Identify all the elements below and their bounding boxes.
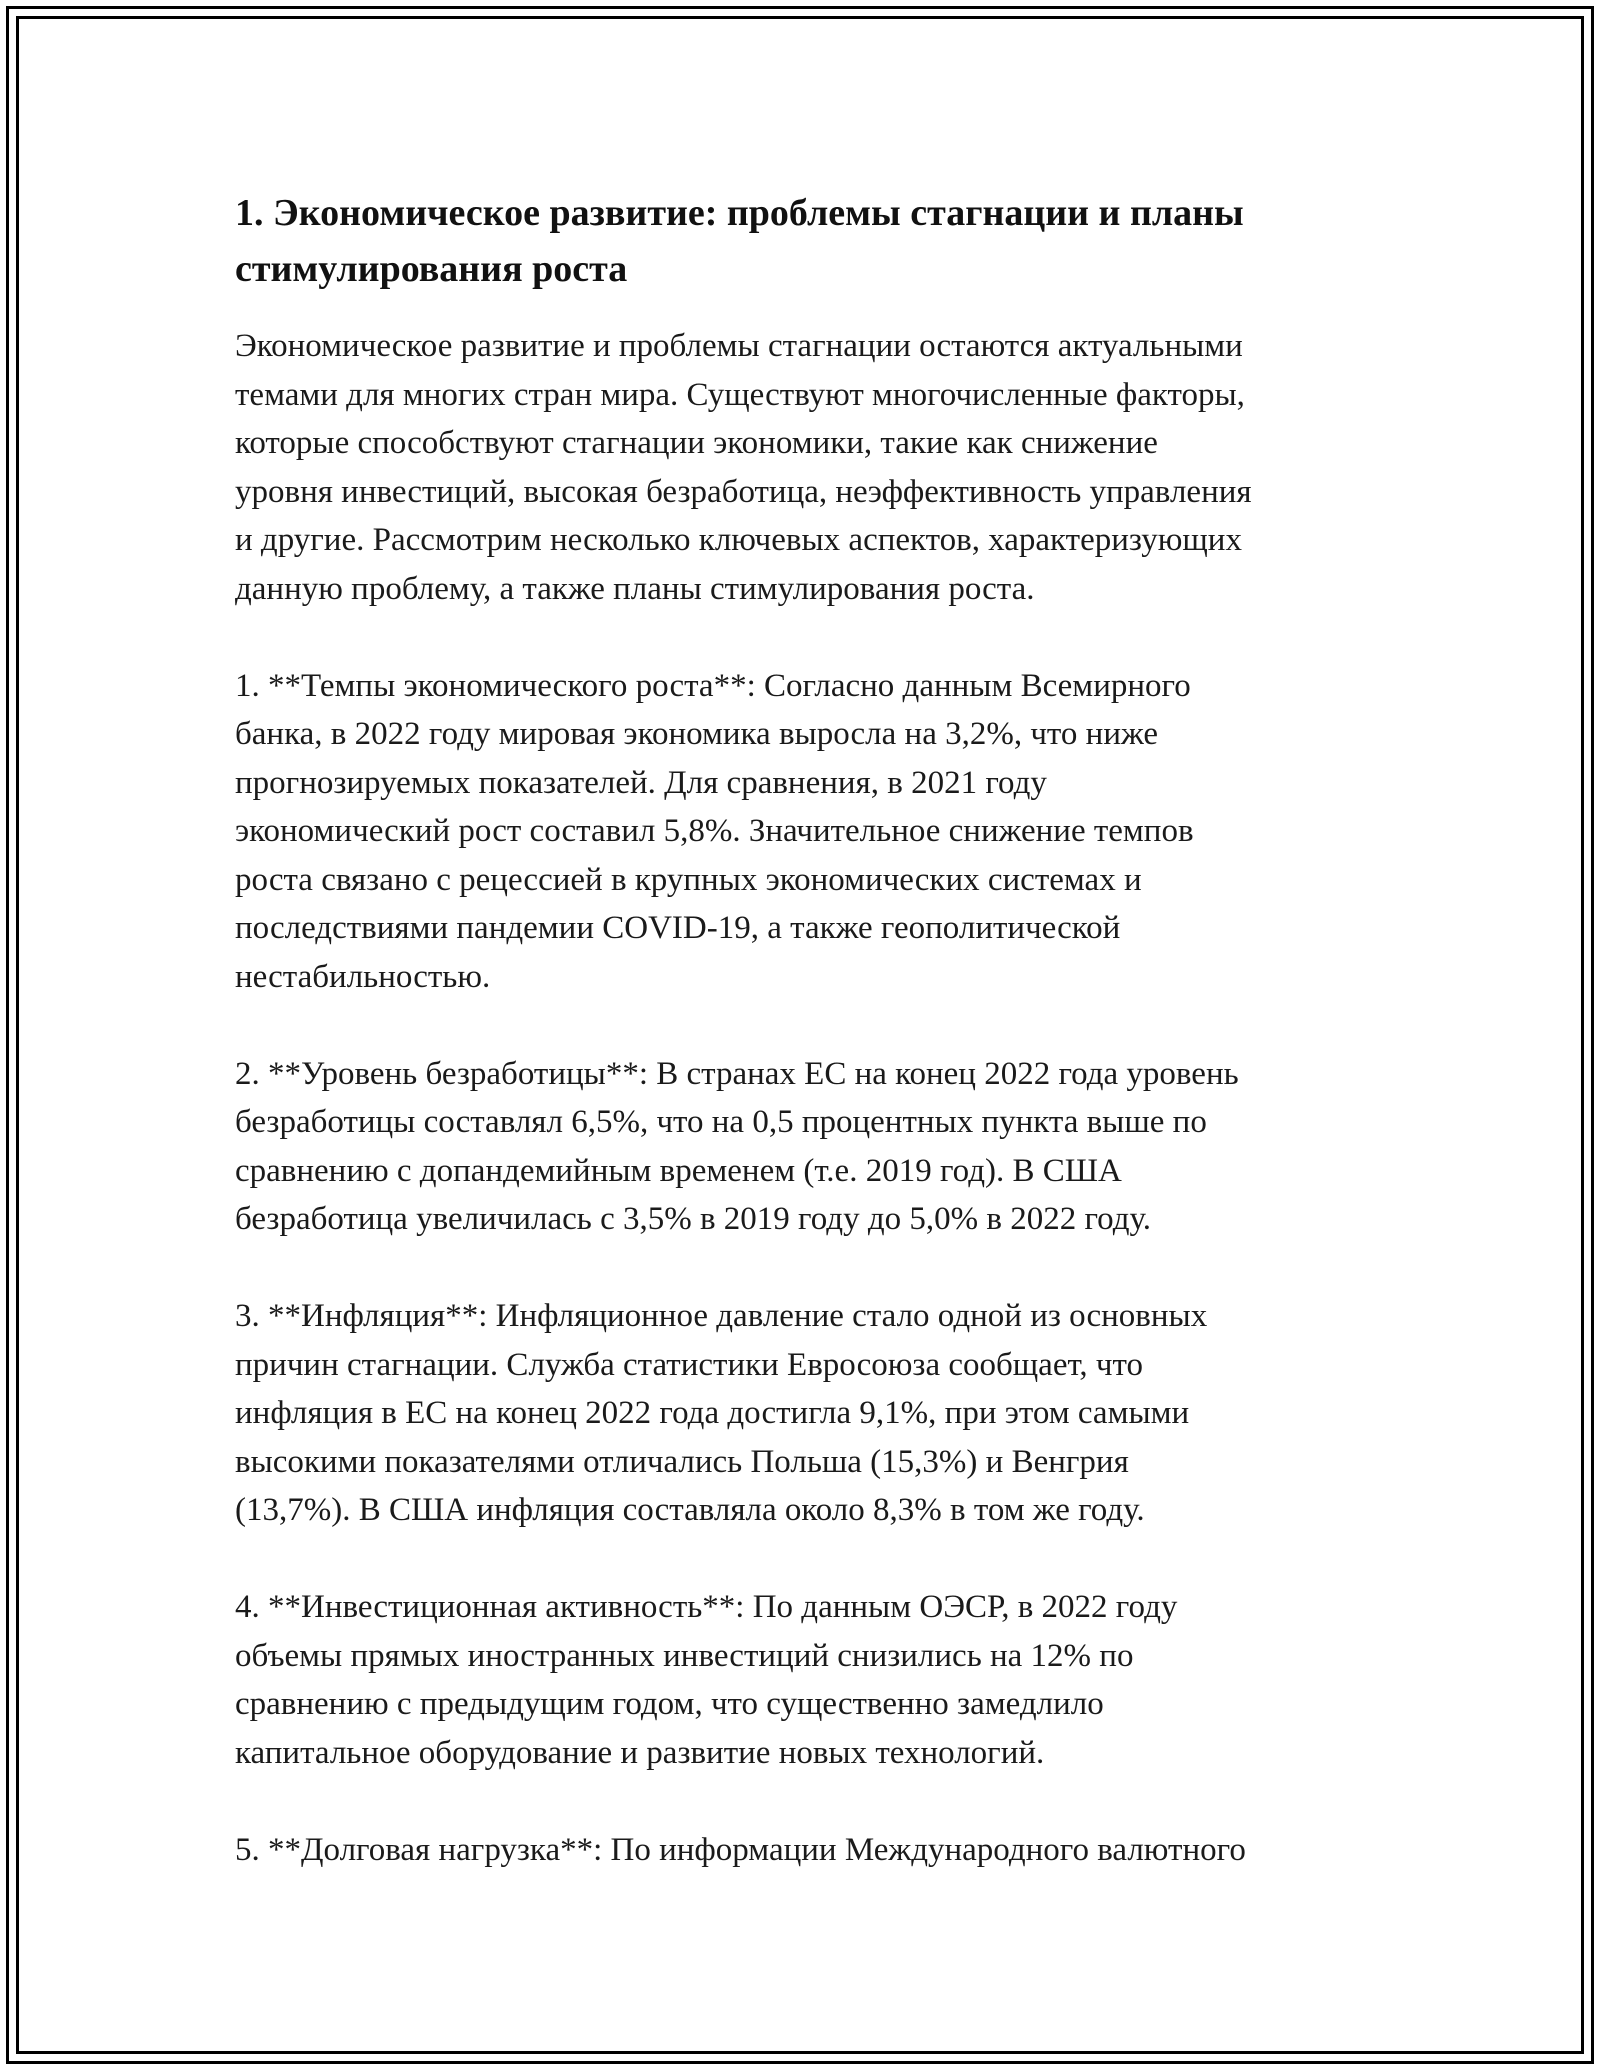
- point-investment: 4. **Инвестиционная активность**: По данным ОЭСР, в 2022 году объемы прямых иностранных инвестиций снизились на 12% по сравнению с предыдущим годом, что существенно замедлило капитальное оборудование и развитие новых технологий.: [235, 1589, 1178, 1771]
- intro-paragraph: Экономическое развитие и проблемы стагнации остаются актуальными темами для многих стран мира. Существуют многочисленные факторы, которые способствуют стагнации экономики, такие как снижение уровня инвестиций, высокая безработица, неэффективность управления и другие. Рассмотрим несколько ключевых аспектов, характеризующих данную проблему, а также планы стимулирования роста.: [235, 328, 1252, 607]
- point-debt-burden: 5. **Долговая нагрузка**: По информации Международного валютного: [235, 1831, 1246, 1868]
- point-unemployment: 2. **Уровень безработицы**: В странах ЕС на конец 2022 года уровень безработицы составлял 6,5%, что на 0,5 процентных пункта выше по сравнению с допандемийным временем (т.е. 2019 год). В США безработица увеличилась с 3,5% в 2019 году до 5,0% в 2022 году.: [235, 1055, 1239, 1237]
- point-inflation: 3. **Инфляция**: Инфляционное давление стало одной из основных причин стагнации. Служба статистики Евросоюза сообщает, что инфляция в ЕС на конец 2022 года достигла 9,1%, при этом самыми высокими показателями отличались Польша (15,3%) и Венгрия (13,7%). В США инфляция составляла около 8,3% в том же году.: [235, 1298, 1208, 1528]
- point-economic-growth: 1. **Темпы экономического роста**: Согласно данным Всемирного банка, в 2022 году мировая экономика выросла на 3,2%, что ниже прогнозируемых показателей. Для сравнения, в 2021 году экономический рост составил 5,8%. Значительное снижение темпов роста связано с рецессией в крупных экономических системах и последствиями пандемии COVID-19, а также геополитической нестабильностью.: [235, 667, 1194, 995]
- document-title: 1. Экономическое развитие: проблемы стагнации и планы стимулирования роста: [235, 192, 1244, 290]
- document-body: [235, 185, 1375, 1874]
